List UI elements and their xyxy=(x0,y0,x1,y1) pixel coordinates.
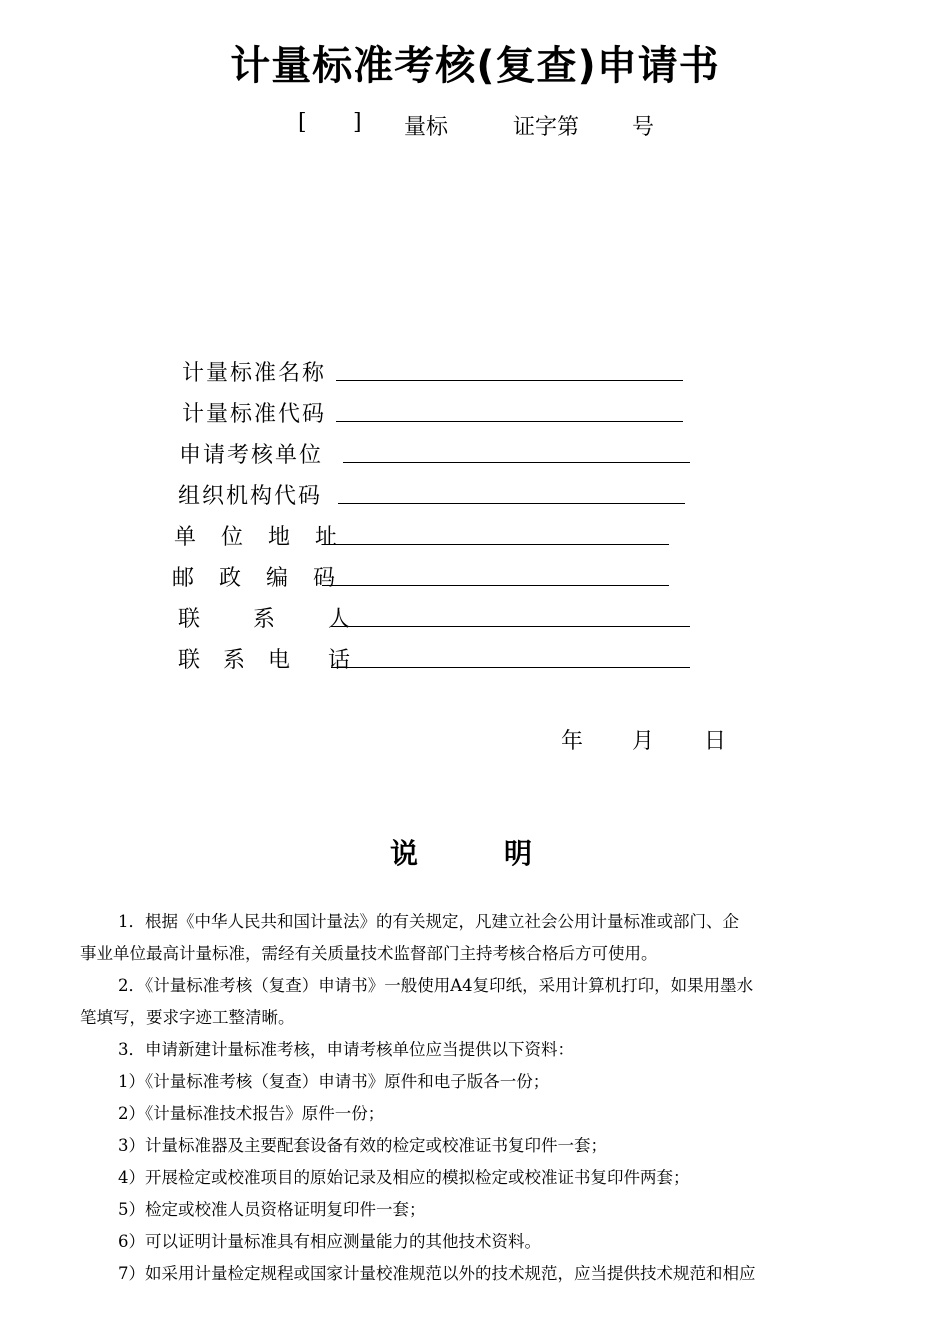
bracket-open: [ xyxy=(298,110,307,135)
standard-name-line[interactable] xyxy=(336,380,683,381)
field-label-contact-person: 联 系 人 xyxy=(178,607,358,632)
note-line: 7）如采用计量检定规程或国家计量校准规范以外的技术规范，应当提供技术规范和相应 xyxy=(118,1264,756,1283)
note-line: 5）检定或校准人员资格证明复印件一套； xyxy=(118,1200,426,1219)
notes-heading-right: 明 xyxy=(504,837,533,870)
postcode-line[interactable] xyxy=(322,585,669,586)
date-year: 年 xyxy=(561,729,584,754)
standard-code-line[interactable] xyxy=(336,421,683,422)
field-label-standard-code: 计量标准代码 xyxy=(182,402,327,427)
note-line: 事业单位最高计量标准，需经有关质量技术监督部门主持考核合格后方可使用。 xyxy=(80,944,658,963)
note-line: 3．申请新建计量标准考核，申请考核单位应当提供以下资料： xyxy=(118,1040,574,1059)
page-title: 计量标准考核(复查)申请书 xyxy=(230,43,720,89)
address-line[interactable] xyxy=(322,544,669,545)
field-label-phone: 联 系 电 话 xyxy=(178,648,358,673)
certificate-middle: 证字第 xyxy=(513,115,580,140)
note-line: 6）可以证明计量标准具有相应测量能力的其他技术资料。 xyxy=(118,1232,541,1251)
date-day: 日 xyxy=(704,729,727,754)
certificate-prefix: 量标 xyxy=(404,115,449,140)
field-label-standard-name: 计量标准名称 xyxy=(182,361,327,386)
bracket-close: ] xyxy=(353,110,362,135)
field-label-postcode: 邮 政 编 码 xyxy=(172,566,344,591)
field-label-applicant-unit: 申请考核单位 xyxy=(179,443,324,468)
date-month: 月 xyxy=(632,729,655,754)
note-line: 2．《计量标准考核（复查）申请书》一般使用A4复印纸，采用计算机打印，如果用墨水 xyxy=(118,976,754,995)
field-label-org-code: 组织机构代码 xyxy=(178,484,323,509)
note-line: 3）计量标准器及主要配套设备有效的检定或校准证书复印件一套； xyxy=(118,1136,607,1155)
note-line: 笔填写，要求字迹工整清晰。 xyxy=(80,1008,295,1027)
field-label-address: 单 位 地 址 xyxy=(174,525,346,550)
org-code-line[interactable] xyxy=(338,503,685,504)
note-line: 2）《计量标准技术报告》原件一份； xyxy=(118,1104,385,1123)
note-line: 1）《计量标准考核（复查）申请书》原件和电子版各一份； xyxy=(118,1072,550,1091)
note-line: 1．根据《中华人民共和国计量法》的有关规定，凡建立社会公用计量标准或部门、企 xyxy=(118,912,739,931)
notes-heading-left: 说 xyxy=(390,837,419,870)
certificate-suffix: 号 xyxy=(632,115,655,140)
contact-person-line[interactable] xyxy=(331,626,690,627)
note-line: 4）开展检定或校准项目的原始记录及相应的模拟检定或校准证书复印件两套； xyxy=(118,1168,690,1187)
applicant-unit-line[interactable] xyxy=(343,462,690,463)
phone-line[interactable] xyxy=(331,667,690,668)
